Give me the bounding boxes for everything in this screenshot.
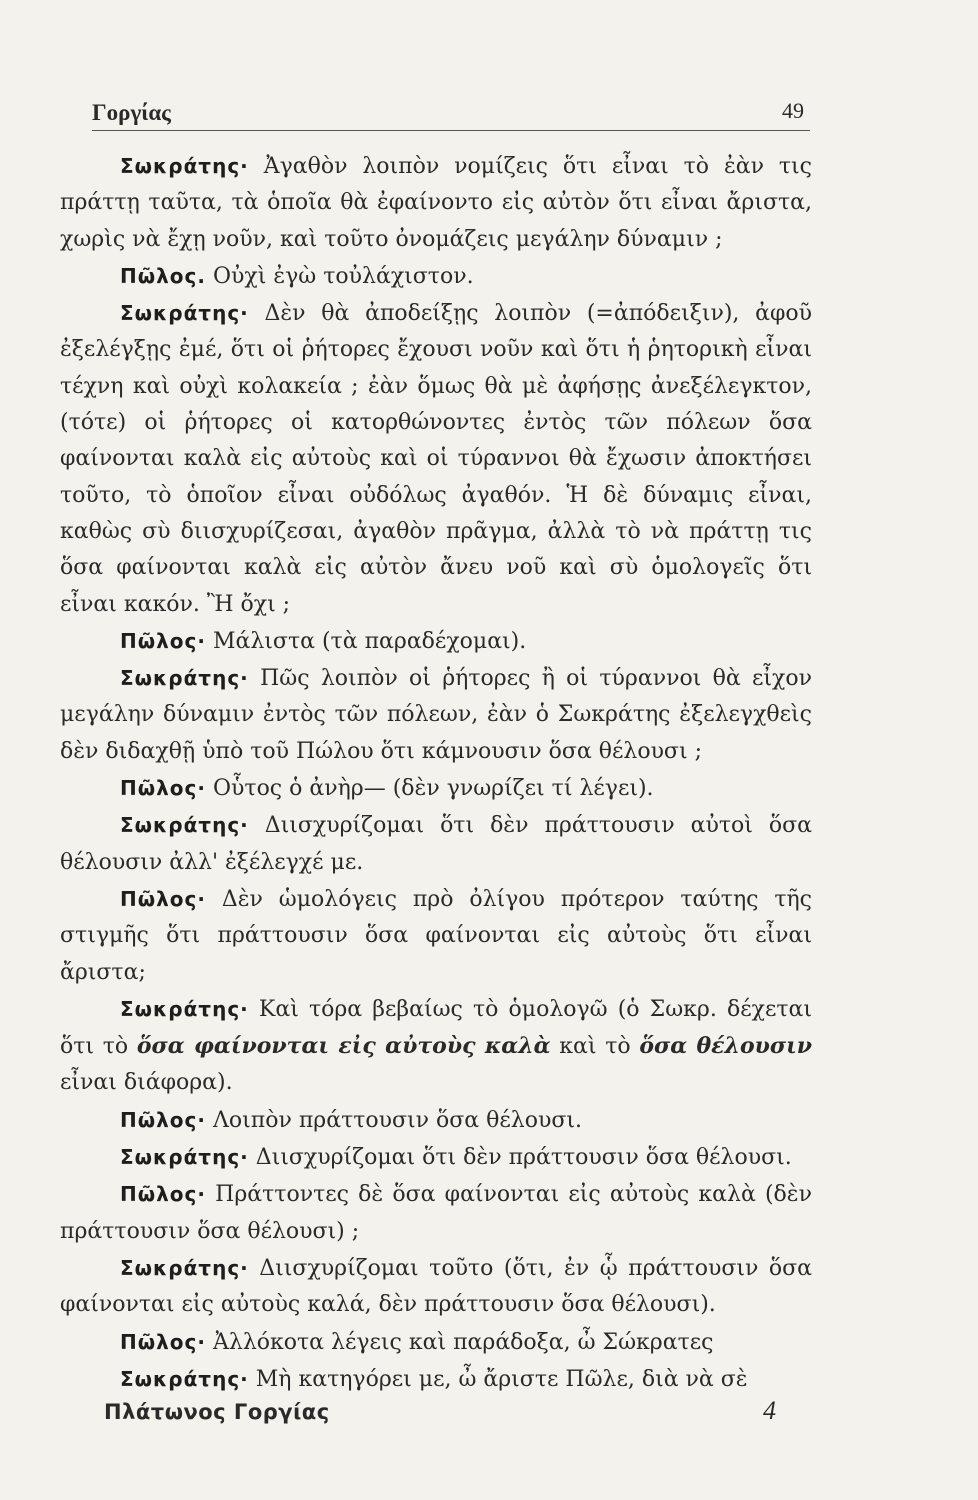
emphasized-text: ὅσα φαίνονται εἰς αὐτοὺς καλὰ — [136, 1033, 551, 1060]
dialogue-paragraph — [60, 1102, 812, 1139]
dialogue-paragraph — [60, 770, 812, 807]
dialogue-paragraph — [60, 295, 812, 623]
page-number: 49 — [782, 98, 804, 123]
footer-book-title: Πλάτωνος Γοργίας — [104, 1400, 330, 1424]
speaker-name: Σωκράτης· — [120, 1366, 249, 1391]
dialogue-paragraph — [60, 1139, 812, 1176]
dialogue-paragraph — [60, 660, 812, 770]
speaker-name: Πῶλος. — [120, 263, 206, 288]
speech-text: εἶναι διάφορα). — [60, 1070, 233, 1096]
speaker-name: Πῶλος· — [120, 1182, 206, 1207]
speech-text: Διισχυρίζομαι τοῦτο (ὅτι, ἐν ᾧ πράττουσιν ὅσα φαίνονται εἰς αὐτοὺς καλά, δὲν πράττουσιν ὅσα θέλουσι). — [60, 1255, 812, 1318]
dialogue-paragraph — [60, 1324, 812, 1361]
dialogue-paragraph — [60, 1176, 812, 1250]
page-header — [92, 96, 810, 131]
speaker-name: Σωκράτης· — [120, 154, 249, 178]
running-title: Γοργίας — [92, 100, 171, 125]
dialogue-paragraph — [60, 258, 812, 295]
speech-text: καὶ τὸ — [559, 1034, 631, 1060]
dialogue-paragraph — [60, 1361, 812, 1398]
speech-text: Οὗτος ὁ ἀνὴρ— (δὲν γνωρίζει τί λέγει). — [212, 776, 654, 802]
speech-text: Διισχυρίζομαι ὅτι δὲν πράττουσιν ὅσα θέλουσι. — [255, 1145, 792, 1171]
dialogue-paragraph — [60, 148, 812, 258]
speaker-name: Σωκράτης· — [120, 301, 249, 326]
speaker-name: Πῶλος· — [120, 776, 206, 801]
speaker-name: Πῶλος· — [120, 1329, 206, 1354]
dialogue-paragraph — [60, 1250, 812, 1324]
speaker-name: Σωκράτης· — [120, 1145, 249, 1170]
speech-text: Καὶ τόρα βεβαίως τὸ ὁμολογῶ (ὁ Σωκρ. δέχεται ὅτι τὸ — [60, 996, 812, 1060]
speaker-name: Σωκράτης· — [120, 1255, 249, 1280]
dialogue-body — [60, 148, 812, 1398]
speech-text: Μὴ κατηγόρει με, ὦ ἄριστε Πῶλε, διὰ νὰ σὲ — [255, 1366, 748, 1392]
speech-text: Δὲν ὡμολόγεις πρὸ ὀλίγου πρότερον ταύτης τῆς στιγμῆς ὅτι πράττουσιν ὅσα φαίνονται εἰς αὐτοὺς ὅτι εἶναι ἄριστα; — [60, 886, 812, 985]
speech-text: Μάλιστα (τὰ παραδέχομαι). — [212, 628, 527, 654]
speaker-name: Σωκράτης· — [120, 666, 249, 691]
speech-text: Δὲν θὰ ἀποδείξῃς λοιπὸν (=ἀπόδειξιν), ἀφοῦ ἐξελέγξῃς ἐμέ, ὅτι οἱ ῥήτορες ἔχουσι νοῦν καὶ ὅτι ἡ ῥητορικὴ εἶναι τέχνη καὶ οὐχὶ κολακεία ; ἐὰν ὅμως θὰ μὲ ἀφήσῃς ἀνεξέλεγκτον, (τότε) οἱ ῥήτορες οἱ κατορθώνοντες ἐντὸς τῶν πόλεων ὅσα φαίνονται καλὰ εἰς αὐτοὺς καὶ οἱ τύραννοι θὰ ἔχωσιν ἀποκτήσει τοῦτο, τὸ ὁποῖον εἶναι οὐδόλως ἀγαθόν. Ἡ δὲ δύναμις εἶναι, καθὼς σὺ διισχυρίζεσαι, ἀγαθὸν πρᾶγμα, ἀλλὰ τὸ νὰ πράττῃ τις ὅσα φαίνονται καλὰ εἰς αὐτὸν ἄνευ νοῦ καὶ σὺ ὁμολογεῖς ὅτι εἶναι κακόν. Ἢ ὄχι ; — [60, 301, 812, 617]
dialogue-paragraph — [60, 623, 812, 660]
speech-text: Πῶς λοιπὸν οἱ ῥήτορες ἢ οἱ τύραννοι θὰ εἶχον μεγάλην δύναμιν ἐντὸς τῶν πόλεων, ἐὰν ὁ Σωκράτης ἐξελεγχθεὶς δὲν διδαχθῇ ὑπὸ τοῦ Πώλου ὅτι κάμνουσιν ὅσα θέλουσι ; — [60, 666, 812, 764]
speech-text: Ἀλλόκοτα λέγεις καὶ παράδοξα, ὦ Σώκρατες — [212, 1329, 714, 1355]
speech-text: Ἀγαθὸν λοιπὸν νομίζεις ὅτι εἶναι τὸ ἐὰν τις πράττῃ ταῦτα, τὰ ὁποῖα θὰ ἐφαίνοντο εἰς αὐτὸν ὅτι εἶναι ἄριστα, χωρὶς νὰ ἔχῃ νοῦν, καὶ τοῦτο ὀνομάζεις μεγάλην δύναμιν ; — [60, 154, 813, 252]
speaker-name: Σωκράτης· — [120, 813, 249, 838]
speech-text: Πράττοντες δὲ ὅσα φαίνονται εἰς αὐτοὺς καλὰ (δὲν πράττουσιν ὅσα θέλουσι) ; — [60, 1182, 812, 1244]
speech-text: Διισχυρίζομαι ὅτι δὲν πράττουσιν αὐτοὶ ὅσα θέλουσιν ἀλλ' ἐξέλεγχέ με. — [60, 813, 812, 875]
dialogue-paragraph — [60, 991, 812, 1102]
speaker-name: Πῶλος· — [120, 886, 206, 911]
dialogue-paragraph — [60, 807, 812, 881]
signature-mark: 4 — [763, 1396, 776, 1425]
speaker-name: Σωκράτης· — [120, 996, 249, 1021]
speaker-name: Πῶλος· — [120, 1107, 206, 1132]
speech-text: Οὐχὶ ἐγὼ τοὐλάχιστον. — [212, 263, 474, 289]
speech-text: Λοιπὸν πράττουσιν ὅσα θέλουσι. — [212, 1107, 582, 1133]
speaker-name: Πῶλος· — [120, 628, 206, 653]
emphasized-text: ὅσα θέλουσιν — [639, 1033, 813, 1060]
dialogue-paragraph — [60, 881, 812, 991]
